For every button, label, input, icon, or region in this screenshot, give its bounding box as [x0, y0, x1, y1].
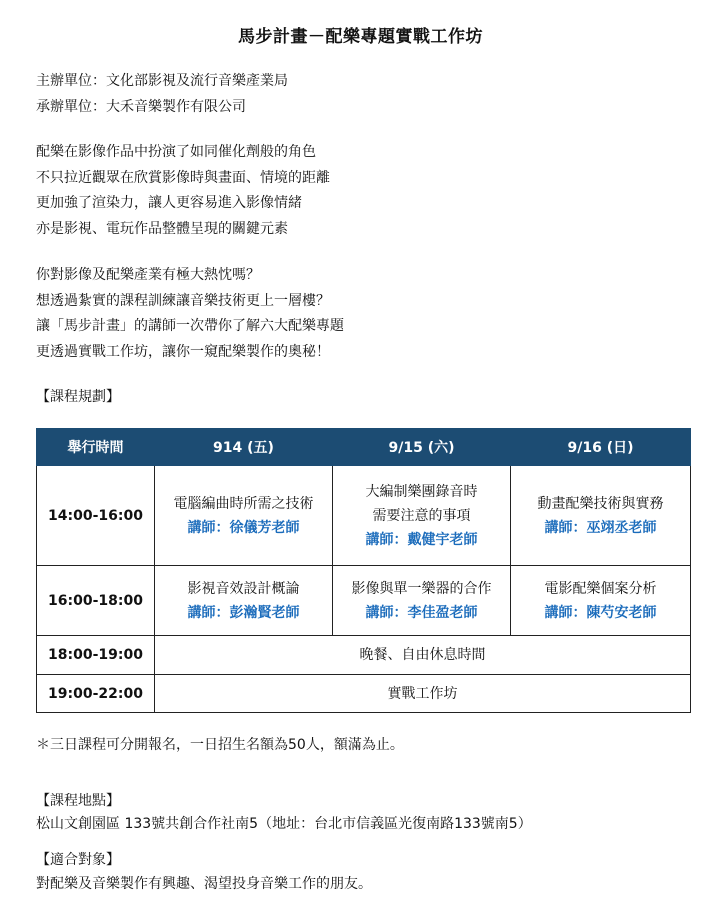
header-day-3: 9/16 (日)	[511, 429, 691, 466]
plan-heading: 【課程規劃】	[36, 389, 120, 405]
venue-heading: 【課程地點】	[36, 793, 120, 809]
time-cell: 19:00-22:00	[37, 675, 155, 713]
table-row	[37, 636, 691, 675]
session-teacher: 講師：巫翊丞老師	[544, 519, 657, 536]
session-topic: 大編制樂團錄音時 需要注意的事項	[365, 483, 478, 524]
time-cell: 18:00-19:00	[37, 636, 155, 675]
session-topic: 影像與單一樂器的合作	[351, 580, 492, 597]
intro-line: 更加強了渲染力，讓人更容易進入影像情緒	[36, 195, 302, 211]
intro-line: 亦是影視、電玩作品整體呈現的關鍵元素	[36, 221, 288, 237]
session-topic: 電腦編曲時所需之技術	[173, 495, 314, 512]
header-time: 舉行時間	[37, 429, 155, 466]
workshop-cell: 實戰工作坊	[155, 675, 691, 713]
session-cell	[511, 566, 691, 636]
session-teacher: 講師：陳芍安老師	[544, 604, 657, 621]
session-cell	[333, 566, 511, 636]
session-cell	[511, 466, 691, 566]
pitch-line: 讓「馬步計畫」的講師一次帶你了解六大配樂專題	[36, 318, 344, 334]
enrollment-note: ＊三日課程可分開報名，一日招生名額為50人，額滿為止。	[36, 737, 404, 753]
session-topic: 影視音效設計概論	[187, 580, 300, 597]
break-cell: 晚餐、自由休息時間	[155, 636, 691, 675]
table-row	[37, 466, 691, 566]
co-organizer-text: 承辦單位：大禾音樂製作有限公司	[36, 99, 246, 115]
session-cell	[155, 566, 333, 636]
schedule-table	[36, 428, 691, 713]
page-title: 馬步計畫－配樂專題實戰工作坊	[238, 27, 483, 47]
table-row	[37, 675, 691, 713]
session-cell	[155, 466, 333, 566]
organizer-text: 主辦單位：文化部影視及流行音樂產業局	[36, 73, 288, 89]
time-cell: 14:00-16:00	[37, 466, 155, 566]
pitch-line: 更透過實戰工作坊，讓你一窺配樂製作的奧秘！	[36, 344, 330, 360]
header-day-1: 914 (五)	[155, 429, 333, 466]
audience-heading: 【適合對象】	[36, 852, 120, 868]
session-teacher: 講師：李佳盈老師	[365, 604, 478, 621]
venue-text: 松山文創園區 133號共創合作社南5（地址：台北市信義區光復南路133號南5）	[36, 816, 532, 832]
session-topic: 動畫配樂技術與實務	[537, 495, 664, 512]
pitch-line: 你對影像及配樂產業有極大熱忱嗎？	[36, 267, 260, 283]
session-topic: 電影配樂個案分析	[544, 580, 657, 597]
table-row	[37, 566, 691, 636]
header-day-2: 9/15 (六)	[333, 429, 511, 466]
audience-text: 對配樂及音樂製作有興趣、渴望投身音樂工作的朋友。	[36, 876, 372, 892]
session-teacher: 講師：戴健宇老師	[365, 531, 478, 548]
intro-line: 不只拉近觀眾在欣賞影像時與畫面、情境的距離	[36, 170, 330, 186]
table-header-row	[37, 429, 691, 466]
pitch-line: 想透過紮實的課程訓練讓音樂技術更上一層樓？	[36, 293, 330, 309]
intro-line: 配樂在影像作品中扮演了如同催化劑般的角色	[36, 144, 316, 160]
session-teacher: 講師：徐儀芳老師	[187, 519, 300, 536]
time-cell: 16:00-18:00	[37, 566, 155, 636]
session-cell	[333, 466, 511, 566]
session-teacher: 講師：彭瀚賢老師	[187, 604, 300, 621]
